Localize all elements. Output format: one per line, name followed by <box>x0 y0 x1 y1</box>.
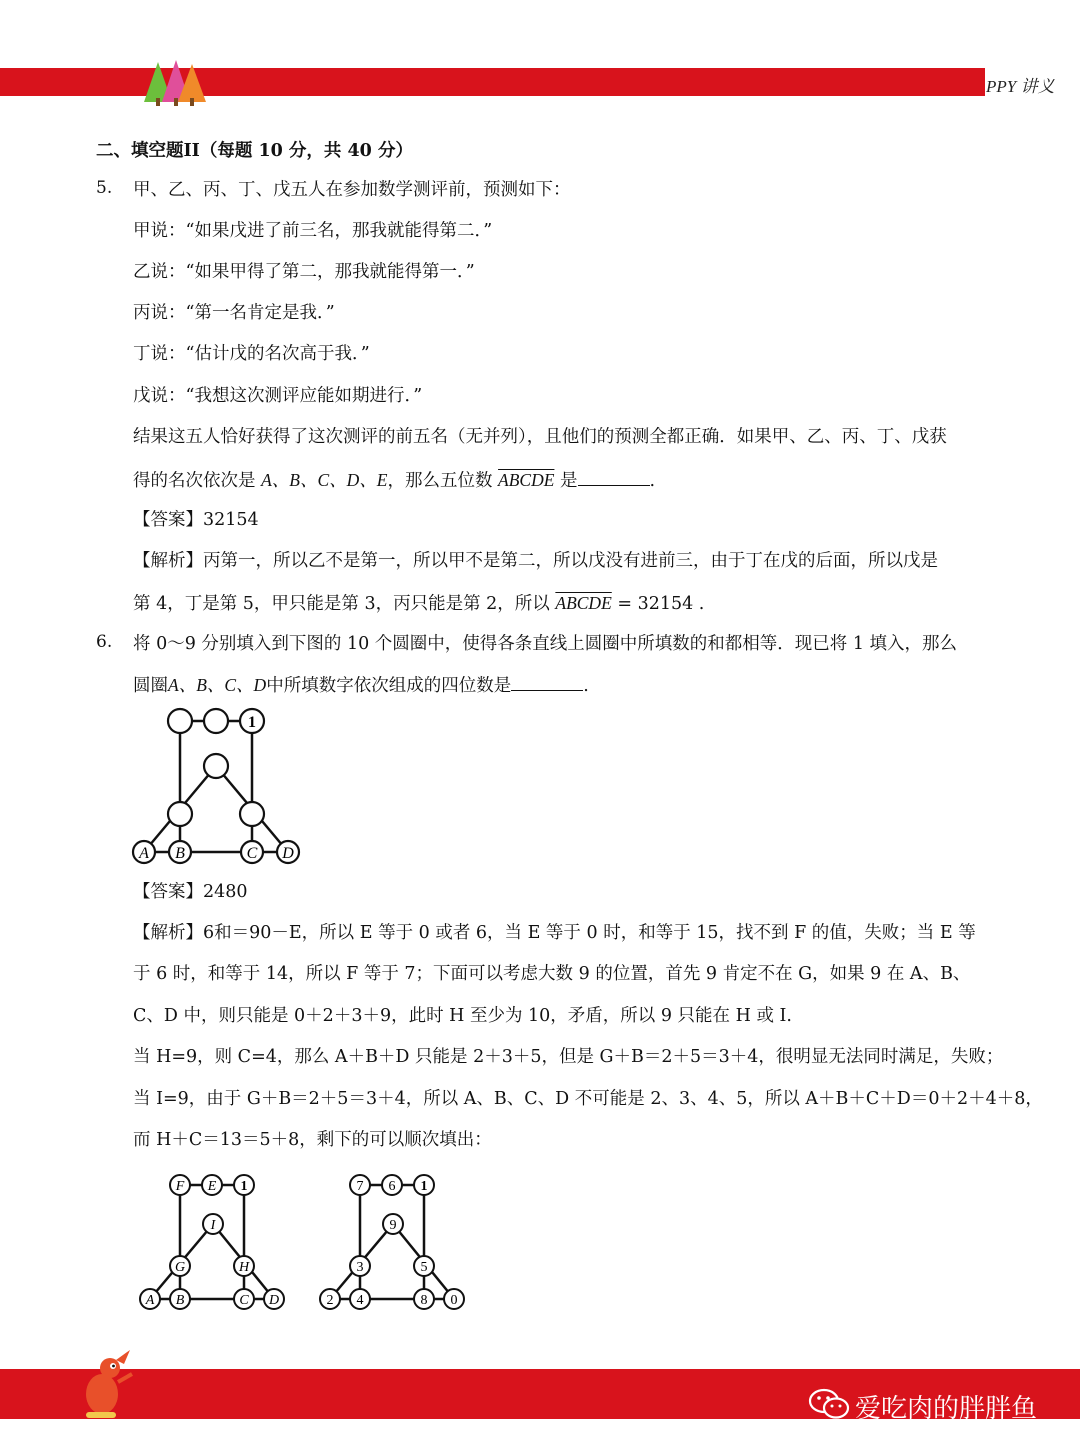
d1-label-one: 1 <box>248 714 256 731</box>
q5-number: 5. <box>96 178 113 198</box>
d3-label-f: 7 <box>356 1179 364 1194</box>
q5-analysis-line1 <box>133 549 938 573</box>
q5-analysis-text2a: 第 4，丁是第 5，甲只能是第 3，丙只能是第 2，所以 <box>133 594 550 614</box>
q6-line2-a: 圆圈 <box>133 676 168 696</box>
header-label: PPY 讲义 <box>986 77 1055 96</box>
d2-label-one: 1 <box>240 1179 248 1194</box>
d1-label-b: B <box>175 845 185 862</box>
q6-answer: 2480 <box>203 882 248 902</box>
footer-text: 爱吃肉的胖胖鱼 <box>855 1394 1038 1424</box>
q6-analysis-line4: 当 H=9，则 C=4，那么 A＋B＋D 只能是 2＋3＋5，但是 G＋B＝2＋5＝3＋4，很明显无法同时满足，失败； <box>133 1047 1004 1067</box>
d3-label-c: 8 <box>420 1293 428 1308</box>
q5-analysis-line2 <box>133 591 704 616</box>
d3-label-h: 5 <box>420 1260 428 1275</box>
q5-analysis-text1: 丙第一，所以乙不是第一，所以甲不是第二，所以戊没有进前三，由于丁在戊的后面，所以戊是 <box>203 551 938 571</box>
q5-line2-a: 得的名次依次是 <box>133 471 256 491</box>
wechat-icon <box>808 1387 850 1421</box>
d2-label-f: F <box>175 1179 185 1194</box>
q5-statement-1: 甲说：“如果戊进了前三名，那我就能得第二．” <box>133 221 493 241</box>
q6-answer-blank <box>511 674 583 691</box>
q5-stem: 甲、乙、丙、丁、戊五人在参加数学测评前，预测如下： <box>133 180 571 200</box>
q6-analysis-line3: C、D 中，则只能是 0＋2＋3＋9，此时 H 至少为 10，矛盾，所以 9 只能在 H 或 I. <box>133 1006 792 1026</box>
q5-statement-2: 乙说：“如果甲得了第二，那我就能得第一．” <box>133 262 475 282</box>
q5-analysis-label: 【解析】 <box>133 551 203 571</box>
q5-statement-4: 丁说：“估计戊的名次高于我．” <box>133 344 370 364</box>
d2-label-i: I <box>210 1218 216 1233</box>
q6-analysis-label: 【解析】 <box>133 923 203 943</box>
d3-label-e: 6 <box>388 1179 396 1194</box>
q5-answer-blank <box>578 469 650 486</box>
d3-label-d: 0 <box>450 1293 458 1308</box>
q6-line1: 将 0～9 分别填入到下图的 10 个圆圈中，使得各条直线上圆圈中所填数的和都相等．现已将 1 填入，那么 <box>133 634 958 654</box>
d3-label-a: 2 <box>326 1293 334 1308</box>
q5-answer: 32154 <box>203 510 259 530</box>
q5-analysis-overline: ABCDE <box>555 593 612 613</box>
d1-label-d: D <box>282 845 294 862</box>
q5-line1: 结果这五人恰好获得了这次测评的前五名（无并列），且他们的预测全都正确．如果甲、乙、丙、丁、戊获 <box>133 427 947 447</box>
d2-label-g: G <box>174 1260 186 1275</box>
section-title: 二、填空题II（每题 10 分，共 40 分） <box>96 141 413 161</box>
q5-answer-label: 【答案】 <box>133 510 203 530</box>
q6-answer-line <box>133 880 248 904</box>
q5-line2 <box>133 468 655 493</box>
d2-label-e: E <box>207 1179 217 1194</box>
d3-label-one: 1 <box>420 1179 428 1194</box>
q6-analysis-text1: 6和＝90－E，所以 E 等于 0 或者 6，当 E 等于 0 时，和等于 15，找不到 F 的值，失败；当 E 等 <box>203 923 976 943</box>
mascot-icon <box>72 1342 142 1422</box>
d3-label-i: 9 <box>389 1218 397 1233</box>
q6-analysis-line2: 于 6 时，和等于 14，所以 F 等于 7；下面可以考虑大数 9 的位置，首先 9 肯定不在 G，如果 9 在 A、B、 <box>133 964 971 984</box>
q6-line2-vars: A、B、C、D <box>168 675 267 695</box>
d3-label-b: 4 <box>356 1293 364 1308</box>
q5-statement-5: 戊说：“我想这次测评应能如期进行．” <box>133 386 423 406</box>
q6-answer-label: 【答案】 <box>133 882 203 902</box>
q6-line2-end: . <box>583 676 589 696</box>
q6-analysis-line5: 当 I=9，由于 G＋B＝2＋5＝3＋4，所以 A、B、C、D 不可能是 2、3、4、5，所以 A＋B＋C＋D＝0＋2＋4＋8， <box>133 1089 1043 1109</box>
q6-number: 6. <box>96 632 113 652</box>
q5-answer-line <box>133 508 259 532</box>
q6-analysis-line1 <box>133 921 976 945</box>
d3-label-g: 3 <box>356 1260 364 1275</box>
q6-line2-b: 中所填数字依次组成的四位数是 <box>266 676 512 696</box>
q5-line2-c: 是 <box>560 471 578 491</box>
q5-line2-vars: A、B、C、D、E <box>261 470 388 490</box>
q5-statement-3: 丙说：“第一名肯定是我．” <box>133 303 335 323</box>
q6-line2 <box>133 673 589 698</box>
d1-label-a: A <box>139 845 149 862</box>
q5-analysis-text2b: = 32154 . <box>617 594 705 614</box>
d2-label-c: C <box>239 1293 249 1308</box>
q6-diagram-letters <box>132 1170 292 1314</box>
tree-logo-icon <box>140 58 210 106</box>
q6-diagram-question <box>128 704 308 870</box>
d2-label-h: H <box>238 1260 250 1275</box>
q5-line2-b: ，那么五位数 <box>387 471 493 491</box>
q6-analysis-line6: 而 H＋C＝13＝5＋8，剩下的可以顺次填出： <box>133 1130 492 1150</box>
d2-label-b: B <box>175 1293 185 1308</box>
q5-overline-word: ABCDE <box>498 470 555 490</box>
d2-label-d: D <box>268 1293 280 1308</box>
d2-label-a: A <box>145 1293 155 1308</box>
d1-label-c: C <box>246 845 258 862</box>
q6-diagram-numbers <box>312 1170 472 1314</box>
q5-line2-end: . <box>649 471 656 491</box>
